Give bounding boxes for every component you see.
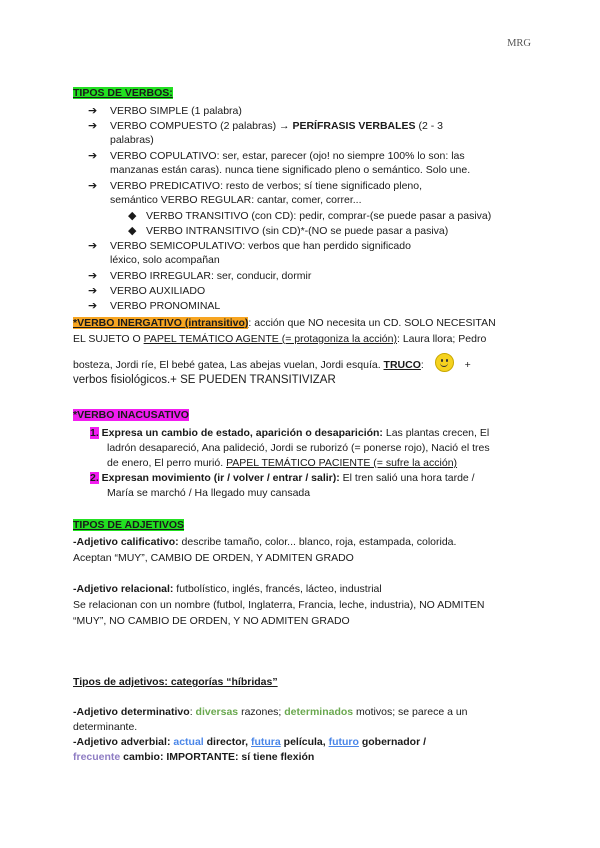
list-item: ➔ VERBO PREDICATIVO: resto de verbos; sí tiene significado pleno, <box>88 180 423 192</box>
verb-types-title: TIPOS DE VERBOS: <box>73 87 173 99</box>
arrow-icon: ➔ <box>88 300 98 312</box>
header-initials: MRG <box>507 38 531 49</box>
list-item: ➔ VERBO COPULATIVO: ser, estar, parecer (ojo! no siempre 100% lo son: las <box>88 150 465 162</box>
list-item: ➔ VERBO IRREGULAR: ser, conducir, dormir <box>88 270 312 282</box>
inergativo-line-2: EL SUJETO O PAPEL TEMÁTICO AGENTE (= protagoniza la acción): Laura llora; Pedro <box>73 333 487 345</box>
arrow-icon: ➔ <box>88 120 98 132</box>
list-item-cont: manzanas están caras). nunca tiene significado pleno o semántico. Solo une. <box>110 164 471 176</box>
list-item: ➔ VERBO PRONOMINAL <box>88 300 221 312</box>
inacusativo-item-2-cont: María se marchó / Ha llegado muy cansada <box>107 487 311 499</box>
inacusativo-item-2: 2. Expresan movimiento (ir / volver / entrar / salir): El tren salió una hora tarde / <box>90 472 475 484</box>
determinativo-line-2: determinante. <box>73 721 138 733</box>
hybrid-title: Tipos de adjetivos: categorías “híbridas” <box>73 676 278 688</box>
adverbial-line-2: frecuente cambio: IMPORTANTE: sí tiene flexión <box>73 751 315 763</box>
arrow-icon: ➔ <box>88 240 98 252</box>
list-item-cont: léxico, solo acompañan <box>110 254 220 266</box>
agent-role: PAPEL TEMÁTICO AGENTE (= protagoniza la acción) <box>143 333 397 345</box>
inergativo-label: *VERBO INERGATIVO (intransitivo) <box>73 317 249 329</box>
adjectives-title: TIPOS DE ADJETIVOS <box>73 519 185 531</box>
sub-list-item: ◆ VERBO INTRANSITIVO (sin CD)*-(NO se puede pasar a pasiva) <box>128 225 449 237</box>
diamond-icon: ◆ <box>128 210 137 222</box>
arrow-icon: ➔ <box>88 270 98 282</box>
inergativo-line-4: verbos fisiológicos.+ SE PUEDEN TRANSITIVIZAR <box>73 374 336 386</box>
patient-role: PAPEL TEMÁTICO PACIENTE (= sufre la acción) <box>226 457 458 469</box>
relacional-line-3: “MUY”, NO CAMBIO DE ORDEN, Y NO ADMITEN GRADO <box>73 615 350 627</box>
calificativo-line: -Adjetivo calificativo: describe tamaño, color... blanco, roja, estampada, colorida. <box>73 536 457 548</box>
truco-label: TRUCO <box>383 359 421 371</box>
arrow-icon: ➔ <box>88 285 98 297</box>
list-item: ➔ VERBO SEMICOPULATIVO: verbos que han perdido significado <box>88 240 411 252</box>
smiley-icon <box>435 353 454 372</box>
list-item: ➔ VERBO COMPUESTO (2 palabras) → PERÍFRASIS VERBALES (2 - 3 <box>88 120 443 132</box>
sub-list-item: ◆ VERBO TRANSITIVO (con CD): pedir, comprar-(se puede pasar a pasiva) <box>128 210 492 222</box>
relacional-line-2: Se relacionan con un nombre (futbol, Inglaterra, Francia, leche, industria), NO ADMITEN <box>73 599 485 611</box>
arrow-icon: ➔ <box>88 180 98 192</box>
relacional-line: -Adjetivo relacional: futbolístico, inglés, francés, lácteo, industrial <box>73 583 382 595</box>
adverbial-line: -Adjetivo adverbial: actual director, futura película, futuro gobernador / <box>73 736 427 748</box>
inergativo-line-3: bosteza, Jordi ríe, El bebé gatea, Las abejas vuelan, Jordi esquía. TRUCO: + <box>73 353 471 372</box>
arrow-icon: ➔ <box>88 150 98 162</box>
inacusativo-item-1: 1. Expresa un cambio de estado, aparición o desaparición: Las plantas crecen, El <box>90 427 490 439</box>
inacusativo-item-1-cont: ladrón desapareció, Ana palideció, Jordi se ruborizó (= ponerse rojo), Nació el tres <box>107 442 490 454</box>
inacusativo-title: *VERBO INACUSATIVO <box>73 409 189 421</box>
inacusativo-item-1-cont: de enero, El perro murió. PAPEL TEMÁTICO PACIENTE (= sufre la acción) <box>107 457 458 469</box>
list-item-cont: palabras) <box>110 134 154 146</box>
diamond-icon: ◆ <box>128 225 137 237</box>
list-item: ➔ VERBO SIMPLE (1 palabra) <box>88 105 242 117</box>
determinativo-line: -Adjetivo determinativo: diversas razones; determinados motivos; se parece a un <box>73 706 468 718</box>
calificativo-line-2: Aceptan “MUY”, CAMBIO DE ORDEN, Y ADMITEN GRADO <box>73 552 354 564</box>
list-item-cont: semántico VERBO REGULAR: cantar, comer, correr... <box>110 194 362 206</box>
arrow-icon: ➔ <box>88 105 98 117</box>
list-item: ➔ VERBO AUXILIADO <box>88 285 206 297</box>
inergativo-line-1: *VERBO INERGATIVO (intransitivo): acción que NO necesita un CD. SOLO NECESITAN <box>73 317 496 329</box>
